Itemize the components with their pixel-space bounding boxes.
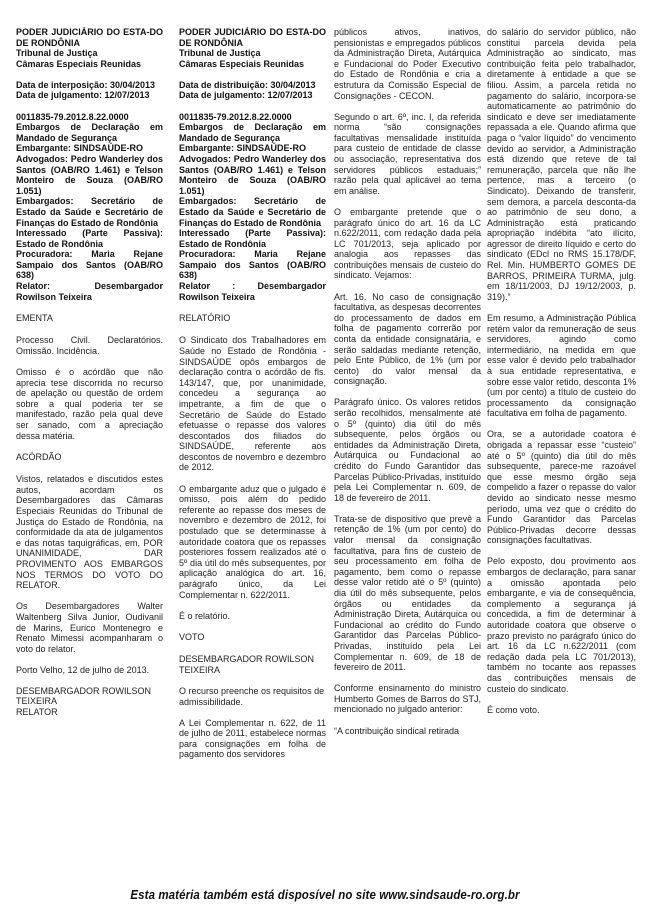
- paragraph: O recurso preenche os requisitos de admissibilidade.: [179, 685, 325, 707]
- paragraph: PODER JUDICIÁRIO DO ESTA-DO DE RONDÔNIA Tribunal de Justiça Câmaras Especiais Reunidas: [16, 27, 163, 69]
- paragraph: 0011835-79.2012.8.22.0000 Embargos de Declaração em Mandado de Segurança Embargante: SINDSAÚDE-RO Advogados: Pedro Wanderley dos Santos (OAB/RO 1.461) e Telson Monteiro de Souza (OAB/RO 1.051) Embargados: Secretário de Estado da Saúde e Secretário de Finanças do Estado de Rondônia Interessado (Parte Passiva): Estado de Rondônia Procuradora: Maria Rejane Sampaio dos Santos (OAB/RO 638) Relator : Desembargador Rowilson Teixeira: [179, 111, 326, 302]
- paragraph: DESEMBARGADOR ROWILSON TEIXEIRA: [179, 654, 315, 675]
- paragraph: O Sindicato dos Trabalhadores em Saúde no Estado de Rondônia - SINDSAÚDE opôs embargos de declaração contra o acórdão de fls. 143/147, que, por unanimidade, concedeu a segurança ao impetrante, a fim de que o Secretário de Saúde do Estado efetuasse o repasse dos valores descontados dos filiados do SINDSAÚDE, referente aos descontos de novembro e dezembro de 2012.: [179, 335, 326, 473]
- paragraph: Omisso é o acórdão que não aprecia tese discorrida no recurso de apelação ou questão de ordem sobre a qual poderia ter se manifestado, razão pela qual deve ser sanado, com a apreciação dessa matéria.: [16, 367, 163, 441]
- paragraph: do salário do servidor público, não constitui parcela devida pela Administração ao sindicato, mas contribuição feita pelo trabalhador, diretamente à entidade a que se filiou. Assim, a parcela retida no pagamento do salário, incorpora-se automaticamente ao patrimônio do sindicato e deve ser imediatamente repassada a ele. Quando afirma que paga o “valor líquido” do vencimento devido ao servidor, a Administração está dizendo que reteve de tal remuneração, parcela que não lhe pertence, mas a terceiro (o Sindicato). Deixando de transferir, sem demora, a parcela desconta-da ao patrimônio de seu dono, a Administração está praticando apropriação indébita “ato ilícito, agressor de direito líquido e certo do sindicato (EDcl no RMS 15.178/DF, Rel. Min. HUMBERTO GOMES DE BARROS, PRIMEIRA TURMA, julg. em 18/11/2003, DJ 19/12/2003, p. 319).”: [487, 27, 636, 302]
- paragraph: Trata-se de dispositivo que prevê a retenção de 1% (um por cento) do valor mensal da consignação facultativa, para fins de custeio de seu processamento em folha de pagamento, bem como o repasse desse valor retido até o 5º (quinto) dia útil do mês subsequente, pelos órgãos ou entidades da Administração Direta, Autárquica ou Fundacional ao crédito do Fundo Garantidor das Parcelas Público-Privadas, instituído pela Lei Complementar n. 609, de 18 de fevereiro de 2011.: [334, 513, 481, 673]
- paragraph: Data de interposição: 30/04/2013 Data de julgamento: 12/07/2013: [16, 79, 156, 101]
- paragraph: Art. 16. No caso de consignação facultativa, as despesas decorrentes do processamento de dados em folha de pagamento correrão por conta da entidade consignatária, e serão saldadas mediante retenção, pelo Ente Público, de 1% (um por cento) do valor mensal da consignação.: [334, 291, 481, 387]
- column-3: [334, 27, 481, 879]
- paragraph: Pelo exposto, dou provimento aos embargos de declaração, para sanar a omissão apontada pelo embargante, e via de consequência, complemento a segurança já concedida, a fim de determinar à autoridade coatora que observe o prazo previsto no parágrafo único do art. 16 da LC n.622/2011 (com redação dada pela LC 701/2013), também no tocante aos repasses das contribuições mensais de custeio do sindicato.: [487, 556, 636, 694]
- paragraph: Em resumo, a Administração Pública retém valor da remuneração de seus servidores, agindo como intermediário, na medida em que esse valor é devido pelo trabalhador à sua entidade representativa, e sobre esse valor retido, desconta 1% (um por cento) a título de custeio do processamento da consignação facultativa em folha de pagamento.: [487, 312, 636, 419]
- paragraph: ACÓRDÃO: [16, 451, 62, 462]
- footer-website-note: Esta matéria também está disposível no site www.sindsaude-ro.org.br: [130, 888, 520, 902]
- paragraph: É como voto.: [487, 704, 540, 715]
- paragraph: O embargante aduz que o julgado é omisso, pois além do pedido referente ao repasse dos meses de novembro e dezembro de 2012, foi postulado que se determinasse à autoridade coatora que os repasses posteriores fossem realizados até o 5º dia útil do mês subsequentes, por aplicação analógica do art. 16, parágrafo único, da Lei Complementar n. 622/2011.: [179, 483, 326, 600]
- paragraph: Data de distribuição: 30/04/2013 Data de julgamento: 12/07/2013: [179, 79, 316, 101]
- paragraph: Ora, se a autoridade coatora é obrigada a repassar esse “custeio” até o 5º (quinto) dia útil do mês subsequente, parece-me razoável que esse mesmo órgão seja compelido a fazer o repasse do valor devido ao sindicato nesse mesmo período, uma vez que o crédito do Fundo Garantidor das Parcelas Público-Privadas decorre dessas consignações facultativas.: [487, 429, 636, 546]
- paragraph: públicos ativos, inativos, pensionistas e empregados públicos da Administração Direta, Autárquica e Fundacional do Poder Executivo do Estado de Rondônia e cria a estrutura da Comissão Especial de Consignações - CECON.: [334, 27, 481, 101]
- paragraph: PODER JUDICIÁRIO DO ESTA-DO DE RONDÔNIA Tribunal de Justiça Câmaras Especiais Reunidas: [179, 27, 326, 69]
- paragraph: 0011835-79.2012.8.22.0000 Embargos de Declaração em Mandado de Segurança Embargante: SINDSAÚDE-RO Advogados: Pedro Wanderley dos Santos (OAB/RO 1.461) e Telson Monteiro de Souza (OAB/RO 1.051) Embargados: Secretário de Estado da Saúde e Secretário de Finanças do Estado de Rondônia Interessado (Parte Passiva): Estado de Rondônia Procuradora: Maria Rejane Sampaio dos Santos (OAB/RO 638) Relator: Desembargador Rowilson Teixeira: [16, 111, 163, 302]
- paragraph: EMENTA: [16, 312, 53, 323]
- paragraph: Porto Velho, 12 de julho de 2013.: [16, 664, 150, 675]
- paragraph: DESEMBARGADOR ROWILSON TEIXEIRA RELATOR: [16, 685, 152, 718]
- paragraph: É o relatório.: [179, 610, 231, 621]
- paragraph: Os Desembargadores Walter Waltenberg Silva Junior, Oudivanil de Marins, Eurico Montenegro e Renato Mimessi acompanharam o voto do relator.: [16, 601, 163, 654]
- paragraph: Conforme ensinamento do ministro Humberto Gomes de Barros do STJ, mencionado no julgado anterior:: [334, 683, 481, 715]
- column-4: [487, 27, 636, 879]
- paragraph: RELATÓRIO: [179, 312, 231, 323]
- column-1: [16, 27, 163, 879]
- paragraph: Parágrafo único. Os valores retidos serão recolhidos, mensalmente até o 5º (quinto) dia útil do mês subsequente, pelos órgãos ou entidades da Administração Direta, Autárquica ou Fundacional ao crédito do Fundo Garantidor das Parcelas Público-Privadas, instituído pela Lei Complementar n. 609, de 18 de fevereiro de 2011.: [334, 397, 481, 503]
- paragraph: “A contribuição sindical retirada: [334, 725, 460, 736]
- paragraph: O embargante pretende que o parágrafo único do art. 16 da LC n.622/2011, com redação dada pela LC 701/2013, seja aplicado por analogia aos repasses das contribuições mensais de custeio do sindicato. Vejamos:: [334, 206, 481, 281]
- paragraph: Vistos, relatados e discutidos estes autos, acordam os Desembargadores das Câmaras Especiais Reunidas do Tribunal de Justiça do Estado de Rondônia, na conformidade da ata de julgamentos e das notas taquigráficas, em, POR UNANIMIDADE, DAR PROVIMENTO AOS EMBARGOS NOS TERMOS DO VOTO DO RELATOR.: [16, 474, 163, 591]
- paragraph: A Lei Complementar n. 622, de 11 de julho de 2011, estabelece normas para consignações em folha de pagamento dos servidores: [179, 717, 326, 760]
- column-2: [179, 27, 326, 879]
- paragraph: VOTO: [179, 631, 205, 642]
- paragraph: Processo Civil. Declaratórios. Omissão. Incidência.: [16, 335, 163, 356]
- paragraph: Segundo o art. 6º, inc. I, da referida norma “são consignações facultativas mensalidade instituída para custeio de entidade de classe ou associação, representativa dos servidores públicos estaduais;” razão pela qual aplicável ao tema em análise.: [334, 111, 481, 196]
- article-columns: [16, 27, 638, 879]
